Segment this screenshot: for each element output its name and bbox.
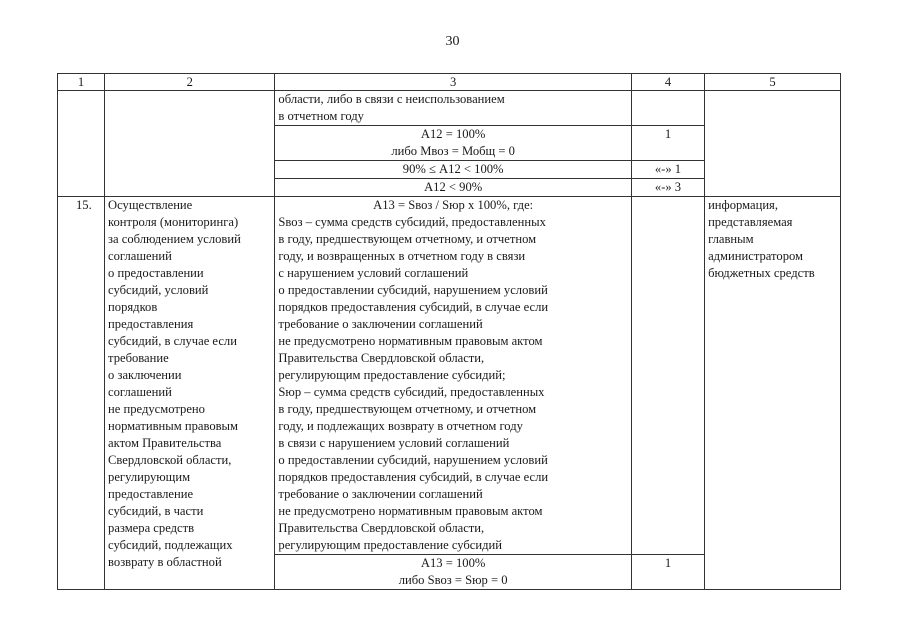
name-line: субсидий, подлежащих [108, 538, 233, 552]
description-line: регулирующим предоставление субсидий; [278, 368, 506, 382]
table-row [58, 197, 841, 555]
name-line: соглашений [108, 385, 172, 399]
col-header-5: 5 [705, 74, 841, 91]
col-header-2: 2 [105, 74, 275, 91]
name-line: субсидий, условий [108, 283, 209, 297]
name-line: за соблюдением условий [108, 232, 241, 246]
description-line: году, и подлежащих возврату в отчетном году [278, 419, 523, 433]
formula-line: А12 = 100% [420, 127, 486, 141]
source-line: информация, [708, 198, 778, 212]
description-line: порядков предоставления субсидий, в случае если [278, 300, 549, 314]
column-number-row [58, 74, 841, 91]
score-cell: «-» 3 [631, 179, 704, 197]
name-line: регулирующим [108, 470, 191, 484]
formula-title: А13 = Sвоз / Sюр х 100%, где: [373, 198, 534, 212]
name-line: субсидий, в случае если [108, 334, 237, 348]
description-line: с нарушением условий соглашений [278, 266, 469, 280]
continued-name-cell [105, 91, 275, 197]
formula-cell [275, 555, 631, 590]
name-line: соглашений [108, 249, 172, 263]
continued-number-cell [58, 91, 105, 197]
name-line: предоставление [108, 487, 194, 501]
col-header-3: 3 [275, 74, 631, 91]
formula-description-cell [275, 197, 631, 555]
formula-cell: 90% ≤ А12 < 100% [275, 161, 631, 179]
name-line: о заключении [108, 368, 182, 382]
score-cell: 1 [631, 555, 704, 590]
formula-cell: А12 < 90% [275, 179, 631, 197]
name-line: субсидий, в части [108, 504, 204, 518]
score-cell: «-» 1 [631, 161, 704, 179]
source-line: представляемая [708, 215, 793, 229]
source-line: главным [708, 232, 754, 246]
criteria-table [57, 73, 841, 590]
formula-line: либо Мвоз = Мобщ = 0 [391, 144, 515, 158]
indicator-name-cell [105, 197, 275, 590]
formula-cell [275, 126, 631, 161]
col-header-4: 4 [631, 74, 704, 91]
source-line: бюджетных средств [708, 266, 815, 280]
source-line: администратором [708, 249, 804, 263]
name-line: порядков [108, 300, 158, 314]
description-line: требование о заключении соглашений [278, 317, 483, 331]
col-header-1: 1 [58, 74, 105, 91]
name-line: размера средств [108, 521, 195, 535]
score-cell: 1 [631, 126, 704, 161]
name-line: не предусмотрено [108, 402, 205, 416]
name-line: нормативным правовым [108, 419, 238, 433]
name-line: требование [108, 351, 169, 365]
row-number-cell: 15. [58, 197, 105, 590]
description-line: году, и возвращенных в отчетном году в связи [278, 249, 526, 263]
continued-text-cell [275, 91, 631, 126]
description-line: требование о заключении соглашений [278, 487, 483, 501]
description-line: Sюр – сумма средств субсидий, предоставленных [278, 385, 545, 399]
description-line: о предоставлении субсидий, нарушением условий [278, 453, 548, 467]
description-line: Правительства Свердловской области, [278, 351, 485, 365]
description-line: Правительства Свердловской области, [278, 521, 485, 535]
name-line: Свердловской области, [108, 453, 232, 467]
description-line: о предоставлении субсидий, нарушением условий [278, 283, 548, 297]
text-line: области, либо в связи с неиспользованием [278, 92, 505, 106]
description-line: порядков предоставления субсидий, в случае если [278, 470, 549, 484]
page-number: 30 [445, 34, 460, 49]
name-line: актом Правительства [108, 436, 222, 450]
name-line: контроля (мониторинга) [108, 215, 239, 229]
continued-source-cell [705, 91, 841, 197]
formula-line: либо Sвоз = Sюр = 0 [398, 573, 508, 587]
description-line: регулирующим предоставление субсидий [278, 538, 502, 552]
description-line: в году, предшествующем отчетному, и отчетном [278, 402, 537, 416]
name-line: о предоставлении [108, 266, 204, 280]
description-line: не предусмотрено нормативным правовым актом [278, 504, 543, 518]
formula-line: А13 = 100% [420, 556, 486, 570]
name-line: предоставления [108, 317, 194, 331]
score-cell [631, 197, 704, 555]
text-line: в отчетном году [278, 109, 364, 123]
description-line: в году, предшествующем отчетному, и отчетном [278, 232, 537, 246]
description-line: в связи с нарушением условий соглашений [278, 436, 510, 450]
name-line: возврату в областной [108, 555, 222, 569]
description-line: Sвоз – сумма средств субсидий, предоставленных [278, 215, 546, 229]
data-source-cell [705, 197, 841, 590]
score-cell [631, 91, 704, 126]
name-line: Осуществление [108, 198, 193, 212]
description-line: не предусмотрено нормативным правовым актом [278, 334, 543, 348]
table-row [58, 91, 841, 126]
